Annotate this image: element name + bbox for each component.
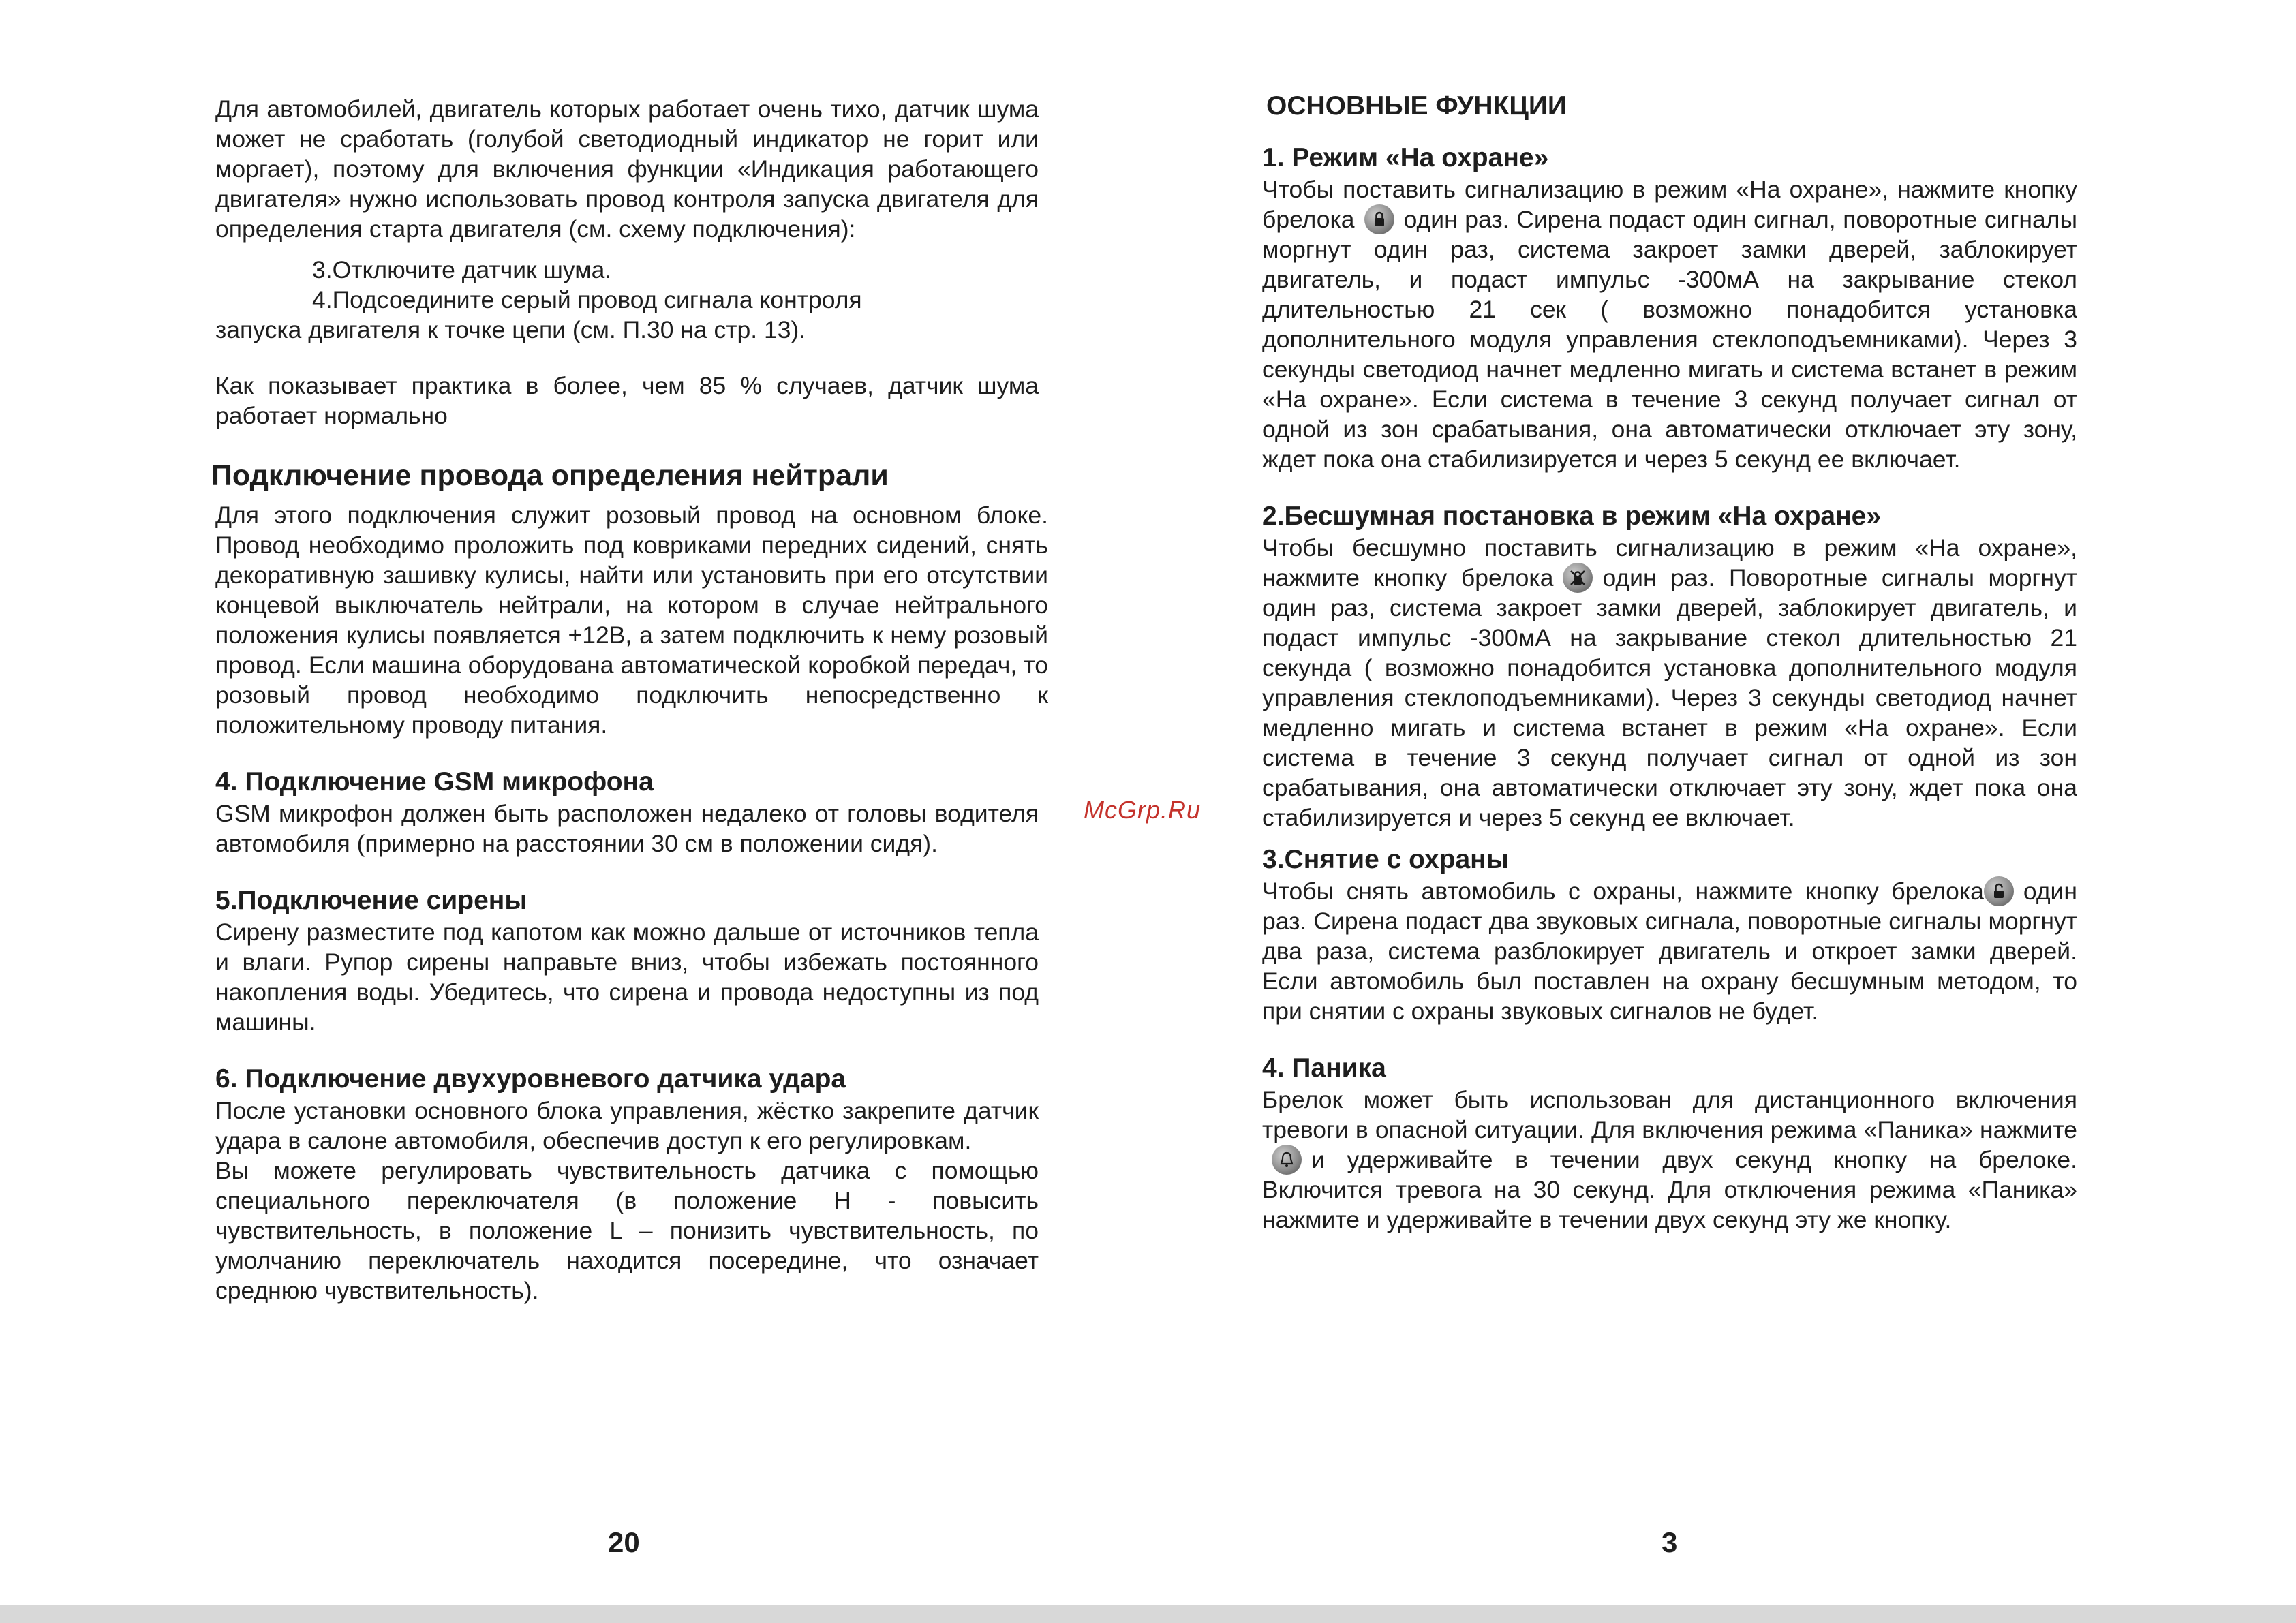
left-column	[211, 94, 1048, 1305]
bell-icon	[1272, 1145, 1302, 1175]
step-4-line-1: 4.Подсоедините серый провод сигнала контроля	[312, 286, 862, 313]
step-4-line-2: запуска двигателя к точке цепи (см. П.30 на стр. 13).	[215, 316, 806, 343]
silent-lock-icon	[1563, 563, 1593, 593]
shock-heading: 6. Подключение двухуровневого датчика удара	[215, 1064, 846, 1094]
right-page	[1148, 0, 2296, 1623]
neutral-paragraph: Для этого подключения служит розовый провод на основном блоке. Провод необходимо проложить под ковриками передних сидений, снять декоративную зашивку кулисы, найти или установить при его отсутствии концевой выключатель нейтрали, на котором в случае нейтрального положения кулисы появляется +12В, а затем подключить к нему розовый провод. Если машина оборудована автоматической коробкой передач, то розовый провод необходимо подключить непосредственно к положительному проводу питания.	[215, 501, 1048, 739]
gsm-paragraph: GSM микрофон должен быть расположен недалеко от головы водителя автомобиля (примерно на расстоянии 30 см в положении сидя).	[215, 800, 1039, 857]
disarm-paragraph: Чтобы снять автомобиль с охраны, нажмите кнопку брелока один раз. Сирена подаст два звуковых сигнала, поворотные сигналы моргнут два раза, система разблокирует двигатель и откроет замки дверей. Если автомобиль был поставлен на охрану бесшумным методом, то при снятии с охраны звуковых сигналов не будет.	[1262, 878, 2077, 1025]
siren-heading: 5.Подключение сирены	[215, 886, 527, 915]
watermark: McGrp.Ru	[1084, 796, 1201, 824]
panic-heading: 4. Паника	[1262, 1053, 1386, 1083]
arm-paragraph: Чтобы поставить сигнализацию в режим «На охране», нажмите кнопку брелока один раз. Сирена подаст один сигнал, поворотные сигналы моргнут один раз, система закроет замки дверей, заблокирует двигатель, и подаст импульс -300мА на закрывание стекол длительностью 21 сек ( возможно понадобится установка дополнительного модуля управления стеклоподъемниками). Через 3 секунды светодиод начнет медленно мигать и система встанет в режим «На охране». Если система в течение 3 секунд получает сигнал от одной из зон срабатывания, она автоматически отключает эту зону, ждет пока она стабилизируется и через 5 секунд ее включает.	[1262, 176, 2077, 473]
main-functions-title: ОСНОВНЫЕ ФУНКЦИИ	[1266, 91, 1567, 121]
right-column	[1262, 90, 2077, 1235]
silent-arm-paragraph: Чтобы бесшумно поставить сигнализацию в режим «На охране», нажмите кнопку брелока один раз. Поворотные сигналы моргнут один раз, система закроет замки дверей, заблокирует двигатель, и подаст импульс -300мА на закрывание стекол длительностью 21 секунда ( возможно понадобится установка дополнительного модуля управления стеклоподъемниками). Через 3 секунды светодиод начнет медленно мигать и система встанет в режим «На охране». Если система в течение 3 секунд получает сигнал от одной из зон срабатывания, она автоматически отключает эту зону, ждет пока она стабилизируется и через 5 секунд ее включает.	[1262, 534, 2077, 831]
intro-paragraph: Для автомобилей, двигатель которых работает очень тихо, датчик шума может не сработать (голубой светодиодный индикатор не горит или моргает), поэтому для включения функции «Индикация работающего двигателя» нужно использовать провод контроля запуска двигателя для определения старта двигателя (см. схему подключения):	[215, 95, 1039, 243]
disarm-heading: 3.Снятие с охраны	[1262, 845, 1510, 874]
shock-paragraph-1: После установки основного блока управления, жёстко закрепите датчик удара в салоне автомобиля, обеспечив доступ к его регулировкам.	[215, 1097, 1039, 1154]
step-3: 3.Отключите датчик шума.	[312, 256, 612, 283]
shock-paragraph-2: Вы можете регулировать чувствительность датчика с помощью специального переключателя (в положение H - повысить чувствительность, в положение L – понизить чувствительность, по умолчанию переключатель находится посередине, что означает среднюю чувствительность).	[215, 1157, 1039, 1304]
practice-paragraph: Как показывает практика в более, чем 85 % случаев, датчик шума работает нормально	[215, 372, 1039, 429]
arm-heading: 1. Режим «На охране»	[1262, 143, 1549, 172]
neutral-heading: Подключение провода определения нейтрали	[211, 459, 889, 492]
silent-arm-heading: 2.Бесшумная постановка в режим «На охране»	[1262, 501, 1882, 531]
panic-paragraph: Брелок может быть использован для дистанционного включения тревоги в опасной ситуации. Для включения режима «Паника» нажмите и удерживайте в течении двух секунд кнопку на брелоке. Включится тревога на 30 секунд. Для отключения режима «Паника» нажмите и удерживайте в течении двух секунд эту же кнопку.	[1262, 1086, 2077, 1233]
lock-icon	[1364, 204, 1394, 234]
gsm-heading: 4. Подключение GSM микрофона	[215, 767, 654, 797]
page-number-right: 3	[1662, 1526, 1678, 1558]
page-number-left: 20	[608, 1526, 640, 1558]
unlock-icon	[1984, 876, 2014, 906]
bottom-border	[0, 1605, 2296, 1623]
siren-paragraph: Сирену разместите под капотом как можно дальше от источников тепла и влаги. Рупор сирены направьте вниз, чтобы избежать постоянного накопления воды. Убедитесь, что сирена и провода недоступны из под машины.	[215, 918, 1039, 1036]
